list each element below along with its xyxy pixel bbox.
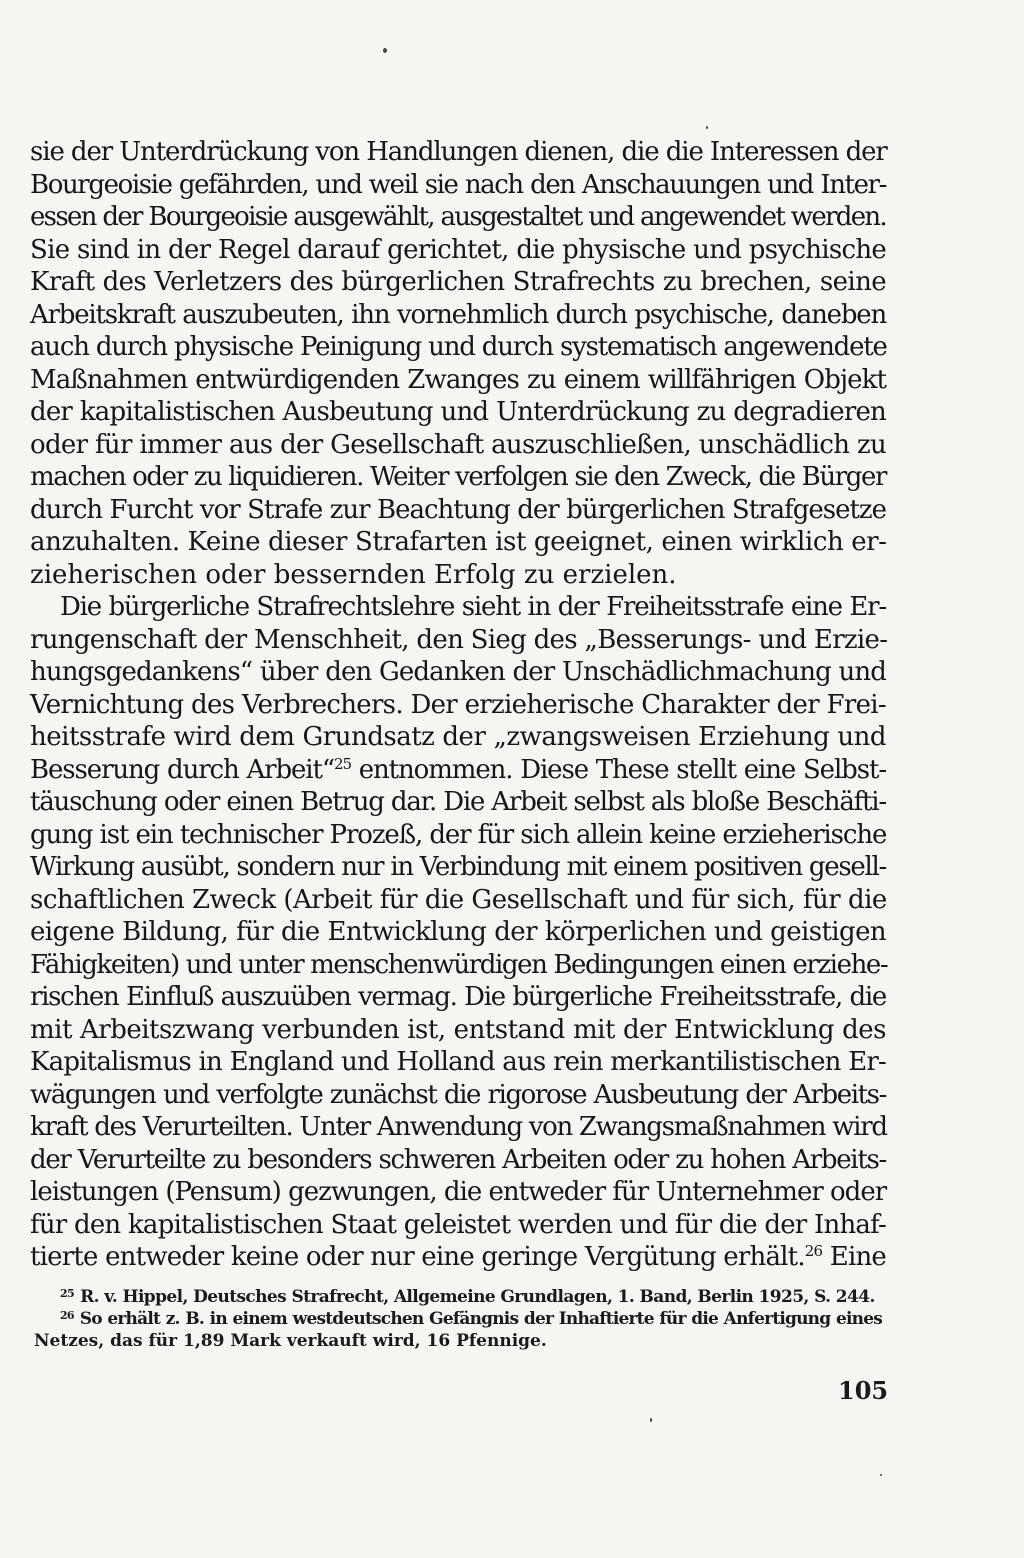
scan-speck [383,48,387,53]
footnote-reference[interactable]: 25 [334,754,351,773]
text-line: Arbeitskraft auszubeuten, ihn vornehmlich durch psychische, daneben [30,299,886,330]
footnote-reference[interactable]: 26 [804,1242,823,1260]
scan-speck [880,1474,882,1476]
page-number: 105 [838,1376,889,1405]
text-line: schaftlichen Zweck (Arbeit für die Gesellschaft und für sich, für die [30,884,887,915]
text-line: leistungen (Pensum) gezwungen, die entweder für Unternehmer oder [30,1177,887,1207]
text-segment: Eine [822,1242,886,1272]
text-line: heitsstrafe wird dem Grundsatz der „zwangsweisen Erziehung und [30,722,886,752]
text-line: Sie sind in der Regel darauf gerichtet, die physische und psychische [30,234,887,265]
text-line: Wirkung ausübt, sondern nur in Verbindung mit einem positiven gesell- [30,852,886,882]
text-line: rischen Einfluß auszuüben vermag. Die bürgerliche Freiheitsstrafe, die [30,982,886,1012]
footnote-26-continuation: Netzes, das für 1,89 Mark verkauft wird, 16 Pfennige. [34,1331,547,1351]
text-line: machen oder zu liquidieren. Weiter verfolgen sie den Zweck, die Bürger [30,462,886,492]
text-line: rungenschaft der Menschheit, den Sieg des „Besserungs- und Erzie- [30,624,888,655]
paragraph-start-line: Die bürgerliche Strafrechtslehre sieht in der Freiheitsstrafe eine Er- [60,592,886,622]
text-line: eigene Bildung, für die Entwicklung der körperlichen und geistigen [30,917,886,947]
text-line: auch durch physische Peinigung und durch systematisch angewendete [30,332,887,362]
text-line: täuschung oder einen Betrug dar. Die Arbeit selbst als bloße Beschäfti- [30,787,886,817]
footnote-marker: 26 [60,1309,74,1322]
text-line: gung ist ein technischer Prozeß, der für sich allein keine erzieherische [30,819,887,850]
footnotes [34,1286,882,1352]
text-line: Fähigkeiten) und unter menschenwürdigen Bedingungen einen erziehe- [30,949,888,980]
text-line: der Verurteilte zu besonders schweren Arbeiten oder zu hohen Arbeits- [30,1144,886,1175]
footnote-26 [60,1308,882,1330]
footnote-marker: 25 [60,1287,75,1300]
footnote-text: So erhält z. B. in einem westdeutschen Gefängnis der Inhaftierte für die Anfertigung eines [79,1309,882,1329]
body-text [30,136,886,1274]
text-line: mit Arbeitszwang verbunden ist, entstand mit der Entwicklung des [30,1014,886,1045]
text-line: wägungen und verfolgte zunächst die rigorose Ausbeutung der Arbeits- [30,1079,886,1110]
footnote-25 [60,1286,882,1308]
text-line: essen der Bourgeoisie ausgewählt, ausgestaltet und angewendet werden. [30,202,886,232]
text-segment: Besserung durch Arbeit“ [30,754,335,785]
text-line: Bourgeoisie gefährden, und weil sie nach den Anschauungen und Inter- [30,169,886,200]
text-line: Kraft des Verletzers des bürgerlichen Strafrechts zu brechen, seine [30,267,886,297]
text-line: durch Furcht vor Strafe zur Beachtung der bürgerlichen Strafgesetze [30,494,886,525]
text-line: für den kapitalistischen Staat geleistet werden und für die der Inhaf- [30,1209,886,1240]
text-line: hungsgedankens“ über den Gedanken der Unschädlichmachung und [30,657,886,687]
text-line: Kapitalismus in England und Holland aus rein merkantilistischen Er- [30,1047,886,1077]
scan-speck [706,126,708,129]
text-line: kraft des Verurteilten. Unter Anwendung von Zwangsmaßnahmen wird [30,1112,887,1142]
text-line: anzuhalten. Keine dieser Strafarten ist geeignet, einen wirklich er- [30,527,887,557]
text-line: Vernichtung des Verbrechers. Der erzieherische Charakter der Frei- [30,689,886,720]
text-line: oder für immer aus der Gesellschaft auszuschließen, unschädlich zu [30,429,886,460]
text-segment: tierte entweder keine oder nur eine geringe Vergütung erhält. [30,1242,805,1272]
text-line [30,754,886,787]
text-line: zieherischen oder bessernden Erfolg zu erzielen. [30,559,677,590]
footnote-text: R. v. Hippel, Deutsches Strafrecht, Allgemeine Grundlagen, 1. Band, Berlin 1925, S. 244. [80,1287,875,1307]
text-line: sie der Unterdrückung von Handlungen dienen, die die Interessen der [30,137,887,167]
scan-speck [650,1418,652,1422]
text-segment: entnommen. Diese These stellt eine Selbst- [350,754,886,785]
text-line [30,1241,886,1274]
text-line: der kapitalistischen Ausbeutung und Unterdrückung zu degradieren [30,397,886,427]
text-line: Maßnahmen entwürdigenden Zwanges zu einem willfährigen Objekt [30,364,886,395]
